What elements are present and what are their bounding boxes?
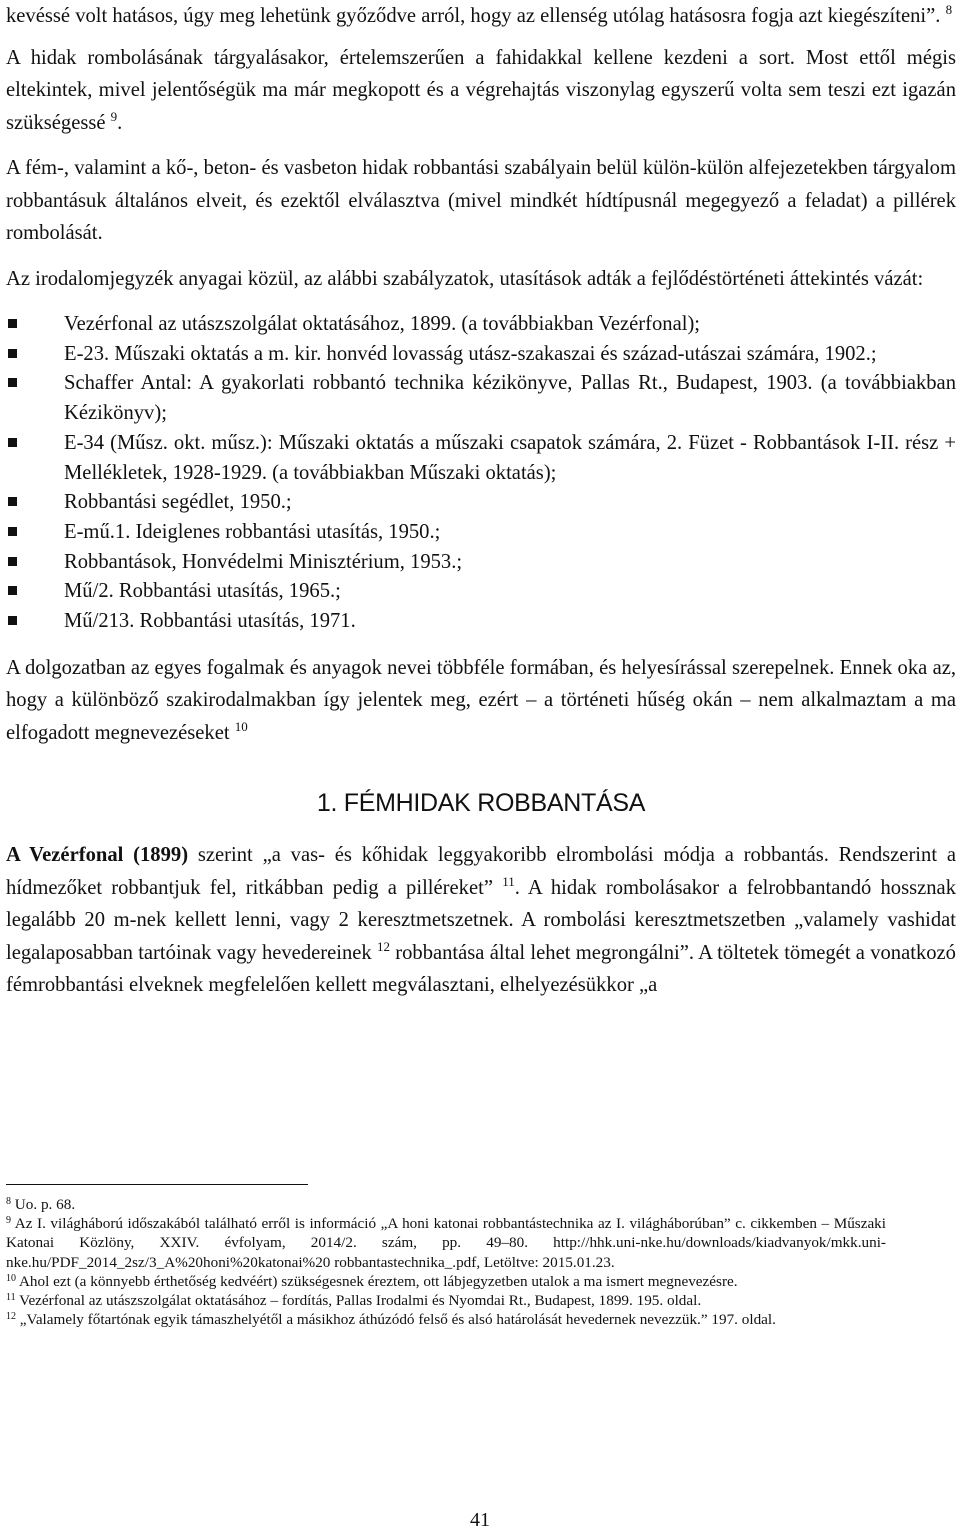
- list-item: Robbantások, Honvédelmi Minisztérium, 1953.;: [6, 548, 956, 578]
- paragraph: kevéssé volt hatásos, úgy meg lehetünk győződve arról, hogy az ellenség utólag hatásosra fogja azt kiegészíteni”. $^8$: [6, 2, 953, 27]
- list-item: E-mű.1. Ideiglenes robbantási utasítás, 1950.;: [6, 518, 956, 548]
- footnote-ref: 12: [376, 938, 390, 954]
- paragraph: A dolgozatban az egyes fogalmak és anyagok nevei többféle formában, és helyesírással szerepelnek. Ennek oka az, hogy a különböző szakirodalmakban így jelentek meg, ezért – a történeti hűség okán – nem alkalmaztam a ma elfogadott megnevezéseket $^{10}$: [6, 656, 956, 744]
- list-item: Robbantási segédlet, 1950.;: [6, 488, 956, 518]
- paragraph: A hidak rombolásának tárgyalásakor, értelemszerűen a fahidakkal kellene kezdeni a sort. Most ettől mégis eltekintek, mivel jelentőségük ma már megkopott és a végrehajtás viszonylag egyszerű volta sem teszi ezt igazán szükségessé $^9$.: [6, 46, 956, 134]
- bold-lead: A Vezérfonal (1899): [6, 844, 189, 867]
- regulation-list: [6, 310, 956, 637]
- footnotes: [6, 1195, 886, 1329]
- footnote: $^9$ Az I. világháború időszakából található erről is információ „A honi katonai robbantástechnika az I. világháborúban” c. cikkemben – Műszaki Katonai Közlöny, XXIV. évfolyam, 2014/2. szám, pp. 49–80. http://hhk.uni-nke.hu/downloads/kiadvanyok/mkk.uni-nke.hu/PDF_2014_2sz/3_A%20honi%20katonai%20 robbantastechnika_.pdf, Letöltve: 2015.01.23.: [6, 1215, 886, 1271]
- main-text: [6, 0, 956, 1002]
- page-number: 41: [470, 1509, 490, 1531]
- list-item: E-34 (Műsz. okt. műsz.): Műszaki oktatás a műszaki csapatok számára, 2. Füzet - Robbantások I-II. rész + Mellékletek, 1928-1929. (a továbbiakban Műszaki oktatás);: [6, 429, 956, 488]
- footnote-ref: 8: [945, 2, 953, 17]
- footnote-divider: [6, 1184, 308, 1185]
- footnote: $^{10}$ Ahol ezt (a könnyebb érthetőség kedvéért) szükségesnek éreztem, ott lábjegyzetben utalok a ma ismert megnevezésre.: [6, 1272, 738, 1290]
- list-item: Mű/213. Robbantási utasítás, 1971.: [6, 607, 956, 637]
- list-item: Vezérfonal az utászszolgálat oktatásához, 1899. (a továbbiakban Vezérfonal);: [6, 310, 956, 340]
- footnote-ref: 9: [110, 108, 118, 124]
- footnote-ref: 11: [502, 873, 515, 889]
- footnote: $^{12}$ „Valamely főtartónak egyik támaszhelyétől a másikhoz áthúzódó felső és alsó határolását hevedernek nevezzük.” 197. oldal.: [6, 1311, 776, 1329]
- paragraph: A Vezérfonal (1899) szerint „a vas- és kőhidak leggyakoribb elrombolási módja a robbantás. Rendszerint a hídmezőket robbantjuk fel, ritkábban pedig a pilléreket” $^{11}$. A hidak rombolásakor a felrobbantandó hossznak legalább 20 m-nek kellett lenni, vagy 2 keresztmetszetnek. A rombolási keresztmetszetben „valamely vashidat legalaposabban tartóinak vagy hevedereinek $^{12}$ robbantása által lehet megrongálni”. A töltetek tömegét a vonatkozó fémrobbantási elveknek megfelelően kellett megválasztani, elhelyezésükkor „a: [6, 844, 957, 997]
- list-item: E-23. Műszaki oktatás a m. kir. honvéd lovasság utász-szakaszai és század-utászai számára, 1902.;: [6, 340, 956, 370]
- footnote: $^{11}$ Vezérfonal az utászszolgálat oktatásához – fordítás, Pallas Irodalmi és Nyomdai Rt., Budapest, 1899. 195. oldal.: [6, 1292, 702, 1310]
- footnote-ref: 10: [234, 718, 248, 734]
- section-heading: 1. FÉMHIDAK ROBBANTÁSA: [316, 789, 646, 818]
- paragraph: A fém-, valamint a kő-, beton- és vasbeton hidak robbantási szabályain belül külön-külön alfejezetekben tárgyalom robbantásuk általános elveit, és ezektől elválasztva (mivel mindkét hídtípusnál megegyező a feladat) a pillérek rombolását.: [6, 157, 956, 244]
- list-item: Schaffer Antal: A gyakorlati robbantó technika kézikönyve, Pallas Rt., Budapest, 1903. (a továbbiakban Kézikönyv);: [6, 369, 956, 428]
- paragraph: Az irodalomjegyzék anyagai közül, az alábbi szabályzatok, utasítások adták a fejlődéstörténeti áttekintés vázát:: [6, 267, 924, 290]
- list-item: Mű/2. Robbantási utasítás, 1965.;: [6, 577, 956, 607]
- footnote: $^8$ Uo. p. 68.: [6, 1196, 76, 1213]
